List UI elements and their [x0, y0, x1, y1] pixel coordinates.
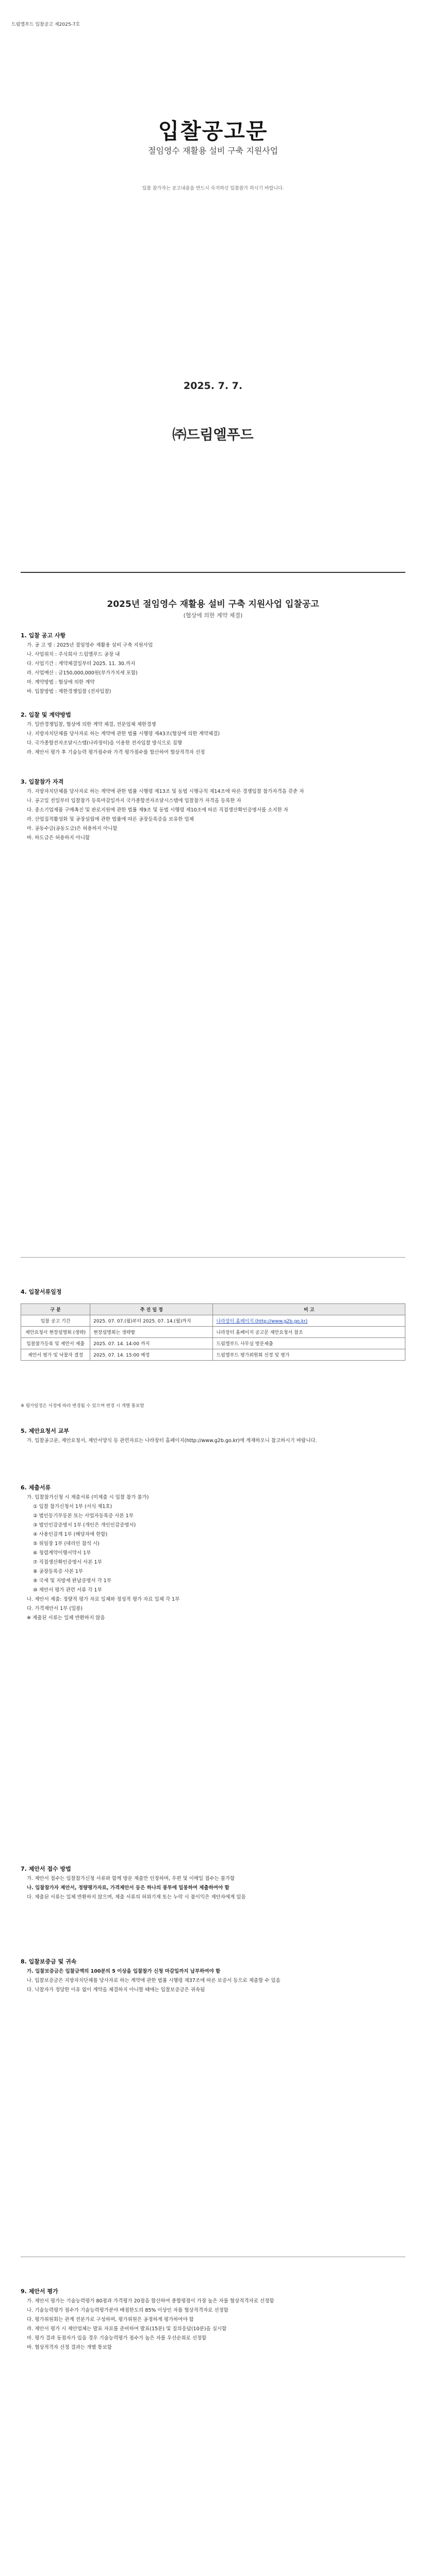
section-line: 라. 사업예산 : 금150,000,000원(부가가치세 포함)	[27, 670, 138, 676]
section-line: ② 법인등기부등본 또는 사업자등록증 사본 1부	[33, 1513, 134, 1519]
section-line: 마. 공동수급(공동도급)은 허용하지 아니함	[27, 826, 118, 832]
section-line: 바. 협상적격자 선정 결과는 개별 통보함	[27, 2345, 112, 2350]
section-line: ④ 사용인감계 1부 (해당자에 한함)	[33, 1532, 108, 1537]
section-heading: 3. 입찰참가 자격	[21, 778, 64, 785]
section-line: 마. 계약방법 : 협상에 의한 계약	[27, 680, 95, 685]
section-line: 다. 낙찰자가 정당한 이유 없이 계약을 체결하지 아니할 때에는 입찰보증금은 귀속됨	[27, 1987, 205, 1993]
section-line: 나. 제안서 제출: 정량적 평가 자료 일체와 정성적 평가 자료 일체 각 1부	[27, 1597, 180, 1602]
schedule-note: ※ 평가일정은 사정에 따라 변경될 수 있으며 변경 시 개별 통보함	[21, 1403, 144, 1409]
section-7	[21, 1865, 405, 1903]
section-8	[21, 1958, 405, 1995]
section-1	[21, 632, 405, 697]
section-line: 나. 사업위치 : 주식회사 드림엘푸드 공장 내	[27, 652, 120, 657]
cover-org: ㈜드림엘푸드	[172, 427, 254, 443]
table-header-row	[21, 1304, 405, 1315]
section-line: 다. 가격제안서 1부 (밀봉)	[27, 1606, 83, 1612]
table-cell: 입찰 공고 기간	[21, 1315, 90, 1327]
section-line: ⑩ 제안서 평가 관련 서류 각 1부	[33, 1587, 102, 1593]
section-line: 가. 제안서 평가는 기술능력평가 80점과 가격평가 20점을 합산하여 종합평점이 가장 높은 자를 협상적격자로 선정함	[27, 2298, 274, 2304]
section-line: 가. 입찰참가신청 시 제출서류 (미제출 시 입찰 참가 불가)	[27, 1495, 149, 1500]
section-line: 라. 제안서 평가 후 기술능력 평가점수와 가격 평가점수를 합산하여 협상적격자 선정	[27, 750, 205, 755]
cover-title: 입찰공고문	[158, 118, 268, 144]
section-line: 가. 지방자치단체를 당사자로 하는 계약에 관한 법률 시행령 제13조 및 동법 시행규칙 제14조에 따른 경쟁입찰 참가자격을 갖춘 자	[27, 789, 304, 794]
section-heading: 1. 입찰 공고 사항	[21, 632, 66, 639]
section-line: 가. 입찰공고문, 제안요청서, 제안서양식 등 관련자료는 나라장터 홈페이지(http://www.g2b.go.kr)에 게재하오니 참고하시기 바랍니다.	[27, 1438, 317, 1444]
section-line: 다. 사업기간 : 계약체결일부터 2025. 11. 30.까지	[27, 661, 136, 667]
cover-date: 2025. 7. 7.	[183, 380, 243, 392]
section-6	[21, 1484, 405, 1623]
section-line: 다. 제출된 서류는 일체 반환하지 않으며, 제출 서류의 허위기재 또는 누락 시 불이익은 제안자에게 있음	[27, 1894, 246, 1900]
section-heading: 2. 입찰 및 계약방법	[21, 711, 71, 718]
section-line: 가. 일반경쟁입찰, 협상에 의한 계약 체결, 전문업체 제한경쟁	[27, 722, 156, 727]
divider	[21, 572, 405, 573]
section-heading: 8. 입찰보증금 및 귀속	[21, 1958, 77, 1965]
section-line: 라. 제안서 평가 시 제안업체는 발표 자료를 준비하여 발표(15분) 및 질의응답(10분)을 실시함	[27, 2326, 227, 2332]
section-line: 바. 입찰방법 : 제한경쟁입찰 (전자입찰)	[27, 689, 111, 694]
schedule-table	[21, 1303, 405, 1361]
section-heading: 6. 제출서류	[21, 1484, 51, 1491]
table-cell: 나라장터 홈페이지 공고문 제안요청서 참조	[213, 1327, 405, 1338]
divider	[21, 1257, 405, 1258]
cover-subtitle: 절임영수 재활용 설비 구축 지원사업	[148, 146, 278, 156]
section-line: ① 입찰 참가신청서 1부 (서식 제1호)	[33, 1504, 112, 1510]
section-3	[21, 778, 405, 843]
section-line: 라. 산업집적활성화 및 공장설립에 관한 법률에 따른 공장등록증을 보유한 업체	[27, 817, 194, 822]
section-heading: 4. 입찰서류일정	[21, 1289, 62, 1295]
section-line: 나. 입찰보증금은 지방자치단체를 당사자로 하는 계약에 관한 법률 시행령 제37조에 따른 보증서 등으로 제출할 수 있음	[27, 1978, 281, 1984]
announcement-subtitle: (협상에 의한 계약 체결)	[183, 612, 243, 619]
table-cell: 드림엘푸드 사무실 방문제출	[213, 1338, 405, 1349]
announcement-title: 2025년 절임영수 재활용 설비 구축 지원사업 입찰공고	[107, 599, 319, 609]
section-line: 다. 평가위원회는 관계 전문가로 구성하며, 평가위원은 공정하게 평가하여야 함	[27, 2317, 194, 2323]
section-line: 다. 중소기업제품 구매촉진 및 판로지원에 관한 법률 제9조 및 동법 시행령 제10조에 따른 직접생산확인증명서를 소지한 자	[27, 807, 288, 813]
section-heading: 5. 제안요청서 교부	[21, 1428, 69, 1434]
table-row	[21, 1327, 405, 1338]
section-line: 나. 공고일 전일부터 입찰참가 등록마감일까지 국가종합전자조달시스템에 입찰참가 자격을 등록한 자	[27, 798, 241, 804]
section-line: ⑤ 위임장 1부 (대리인 참석 시)	[33, 1541, 100, 1547]
column-header: 구 분	[21, 1304, 90, 1315]
section-line: ⑥ 청렴계약이행서약서 1부	[33, 1550, 91, 1556]
table-cell: 제안서 평가 및 낙찰자 결정	[21, 1349, 90, 1361]
column-header: 비 고	[213, 1304, 405, 1315]
section-line: 가. 제안서 접수는 입찰참가신청 서류와 함께 방문 제출만 인정하며, 우편 및 이메일 접수는 불가함	[27, 1876, 235, 1882]
section-line: 가. 입찰보증금은 입찰금액의 100분의 5 이상을 입찰참가 신청 마감일까지 납부하여야 함	[27, 1969, 221, 1974]
section-line: ⑧ 공장등록증 사본 1부	[33, 1569, 84, 1574]
table-row	[21, 1338, 405, 1349]
section-heading: 9. 제안서 평가	[21, 2288, 58, 2295]
section-heading: 7. 제안서 접수 방법	[21, 1866, 71, 1872]
column-header: 추 진 일 정	[90, 1304, 213, 1315]
table-row	[21, 1349, 405, 1361]
section-line: ⑦ 직접생산확인증명서 사본 1부	[33, 1560, 102, 1565]
table-cell: 2025. 07. 14. 15:00 예정	[90, 1349, 213, 1361]
table-cell: 2025. 07. 14. 14:00 까지	[90, 1338, 213, 1349]
section-line: ⑨ 국세 및 지방세 완납증명서 각 1부	[33, 1578, 111, 1584]
section-line: 가. 공 고 명 : 2025년 절임영수 재활용 설비 구축 지원사업	[27, 642, 153, 648]
table-cell: 2025. 07. 07.(월)부터 2025. 07. 14.(월)까지	[90, 1315, 213, 1327]
table-cell: 제안요청서 현장설명회 (생략)	[21, 1327, 90, 1338]
section-4	[21, 1288, 405, 1298]
section-line: 다. 국가종합전자조달시스템(나라장터)을 이용한 전자입찰 방식으로 집행	[27, 740, 182, 746]
section-line: 바. 하도급은 허용하지 아니함	[27, 835, 90, 841]
section-line: ③ 법인인감증명서 1부 (개인은 개인인감증명서)	[33, 1522, 136, 1528]
section-line: 나. 입찰참가자 제안서, 정량평가자료, 가격제안서 등은 하나의 봉투에 밀봉하여 제출하여야 함	[27, 1885, 230, 1891]
table-cell: 입찰참가등록 및 제안서 제출	[21, 1338, 90, 1349]
table-cell: 현장설명회는 생략함	[90, 1327, 213, 1338]
table-row	[21, 1315, 405, 1327]
table-cell: 드림엘푸드 평가위원회 선정 및 평가	[213, 1349, 405, 1361]
section-line: 나. 기술능력평가 점수가 기술능력평가분야 배점한도의 85% 이상인 자를 협상적격자로 선정함	[27, 2308, 228, 2313]
section-2	[21, 711, 405, 758]
cover-intro: 입찰 참가자는 공고내용을 반드시 숙지하신 입찰참가 하시기 바랍니다.	[142, 186, 284, 191]
section-9	[21, 2287, 405, 2353]
section-5	[21, 1427, 405, 1446]
section-line: 나. 지방자치단체를 당사자로 하는 계약에 관한 법률 시행령 제43조(협상에 의한 계약체결)	[27, 731, 220, 737]
g2b-link[interactable]: 나라장터 홈페이지 (http://www.g2b.go.kr)	[213, 1315, 405, 1327]
header-note: 드림엘푸드 입찰공고 제2025-7호	[11, 22, 80, 27]
section-line: 마. 평가 결과 동점자가 있을 경우 기술능력평가 점수가 높은 자를 우선순위로 선정함	[27, 2335, 207, 2341]
section-line: ※ 제출된 서류는 일체 반환하지 않음	[27, 1615, 105, 1621]
